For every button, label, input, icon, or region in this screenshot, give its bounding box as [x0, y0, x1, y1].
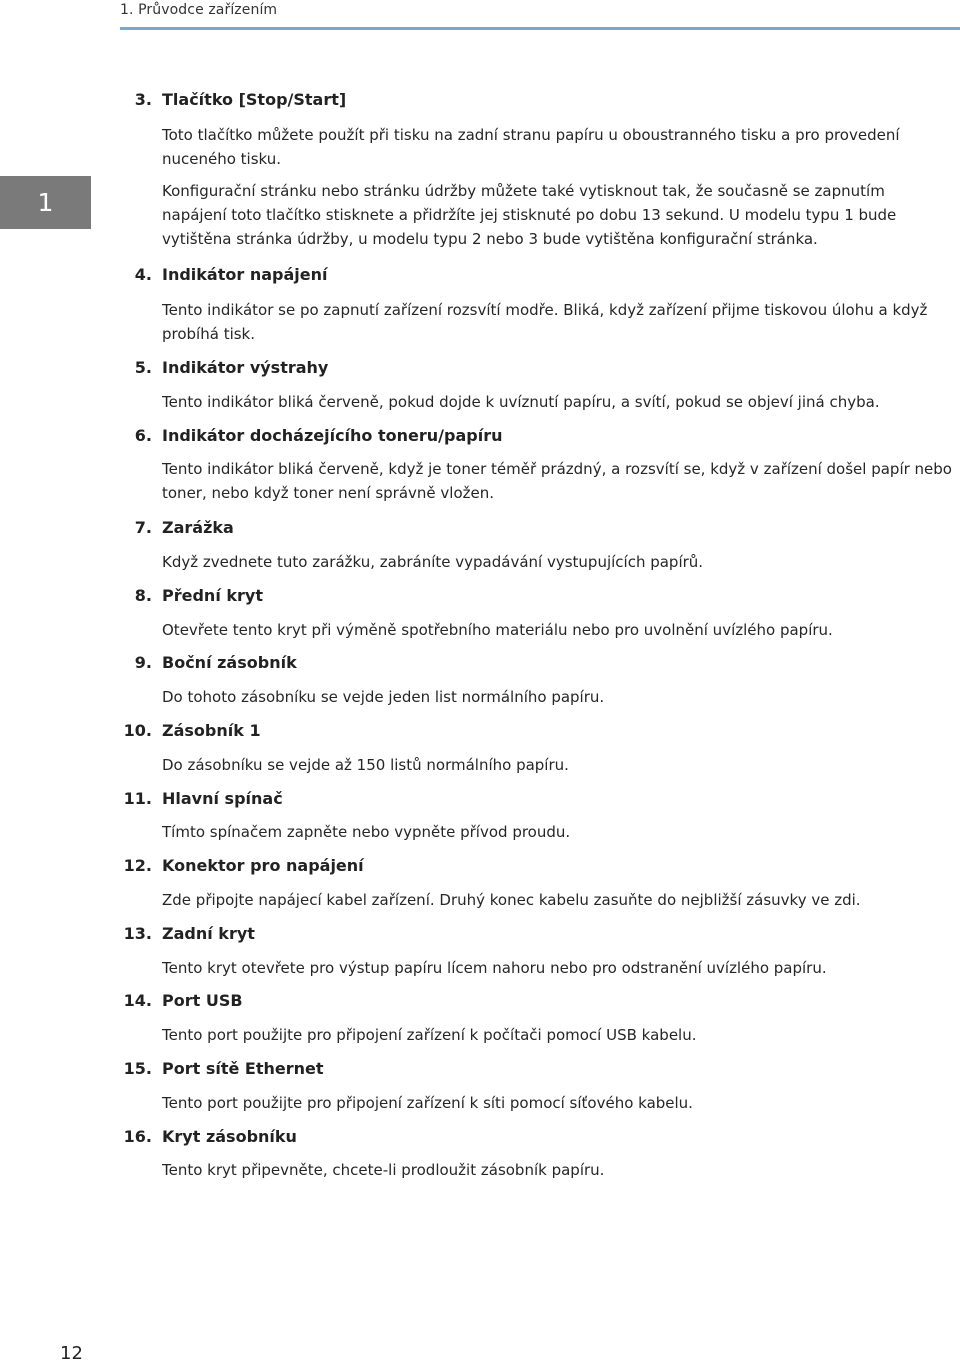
item-description: Tento indikátor bliká červeně, pokud dojde k uvíznutí papíru, a svítí, pokud se objeví jiná chyba.: [162, 393, 880, 411]
running-header: 1. Průvodce zařízením: [120, 2, 278, 18]
item-heading: Indikátor výstrahy: [162, 358, 329, 377]
item-description: Tímto spínačem zapněte nebo vypněte přívod proudu.: [162, 823, 571, 841]
header-divider: [120, 27, 960, 30]
item-heading: Indikátor docházejícího toneru/papíru: [162, 426, 503, 445]
item-heading: Zarážka: [162, 518, 234, 537]
item-heading: Hlavní spínač: [162, 789, 283, 808]
item-description: Tento port použijte pro připojení zařízení k síti pomocí síťového kabelu.: [162, 1094, 693, 1112]
item-number: 11.: [123, 789, 152, 808]
item-heading: Přední kryt: [162, 586, 263, 605]
item-number: 6.: [134, 426, 152, 445]
item-description: Zde připojte napájecí kabel zařízení. Druhý konec kabelu zasuňte do nejbližší zásuvky ve zdi.: [162, 891, 861, 909]
item-heading: Zadní kryt: [162, 924, 255, 943]
item-number: 4.: [134, 265, 152, 284]
item-description: Do tohoto zásobníku se vejde jeden list normálního papíru.: [162, 688, 605, 706]
item-number: 15.: [123, 1059, 152, 1078]
item-number: 8.: [134, 586, 152, 605]
item-number: 5.: [134, 358, 152, 377]
item-heading: Zásobník 1: [162, 721, 261, 740]
item-heading: Kryt zásobníku: [162, 1127, 297, 1146]
chapter-tab: 1: [0, 176, 91, 229]
item-number: 16.: [123, 1127, 152, 1146]
item-heading: Konektor pro napájení: [162, 856, 364, 875]
item-description: Tento indikátor se po zapnutí zařízení rozsvítí modře. Bliká, když zařízení přijme tiskovou úlohu a když probíhá tisk.: [162, 301, 928, 343]
item-description: Otevřete tento kryt při výměně spotřebního materiálu nebo pro uvolnění uvízlého papíru.: [162, 621, 833, 639]
page-number: 12: [60, 1343, 83, 1364]
item-number: 12.: [123, 856, 152, 875]
item-description: Tento kryt připevněte, chcete-li prodloužit zásobník papíru.: [162, 1161, 605, 1179]
item-heading: Tlačítko [Stop/Start]: [162, 90, 347, 109]
item-number: 10.: [123, 721, 152, 740]
item-description: Do zásobníku se vejde až 150 listů normálního papíru.: [162, 756, 569, 774]
item-description: Konfigurační stránku nebo stránku údržby můžete také vytisknout tak, že současně se zapnutím napájení toto tlačítko stisknete a přidržíte jej stisknuté po dobu 13 sekund. U modelu typu 1 bude vytištěna stránka údržby, u modelu typu 2 nebo 3 bude vytištěna konfigurační stránka.: [162, 182, 897, 248]
item-heading: Port USB: [162, 991, 243, 1010]
item-description: Tento indikátor bliká červeně, když je toner téměř prázdný, a rozsvítí se, když v zařízení došel papír nebo toner, nebo když toner není správně vložen.: [162, 460, 952, 502]
item-heading: Indikátor napájení: [162, 265, 328, 284]
item-heading: Port sítě Ethernet: [162, 1059, 324, 1078]
item-number: 7.: [134, 518, 152, 537]
item-description: Když zvednete tuto zarážku, zabráníte vypadávání vystupujících papírů.: [162, 553, 704, 571]
item-number: 14.: [123, 991, 152, 1010]
item-number: 9.: [134, 653, 152, 672]
item-number: 13.: [123, 924, 152, 943]
item-description: Toto tlačítko můžete použít při tisku na zadní stranu papíru u oboustranného tisku a pro provedení nuceného tisku.: [162, 126, 900, 168]
item-heading: Boční zásobník: [162, 653, 297, 672]
item-description: Tento port použijte pro připojení zařízení k počítači pomocí USB kabelu.: [162, 1026, 697, 1044]
item-description: Tento kryt otevřete pro výstup papíru lícem nahoru nebo pro odstranění uvízlého papíru.: [162, 959, 827, 977]
item-number: 3.: [134, 90, 152, 109]
